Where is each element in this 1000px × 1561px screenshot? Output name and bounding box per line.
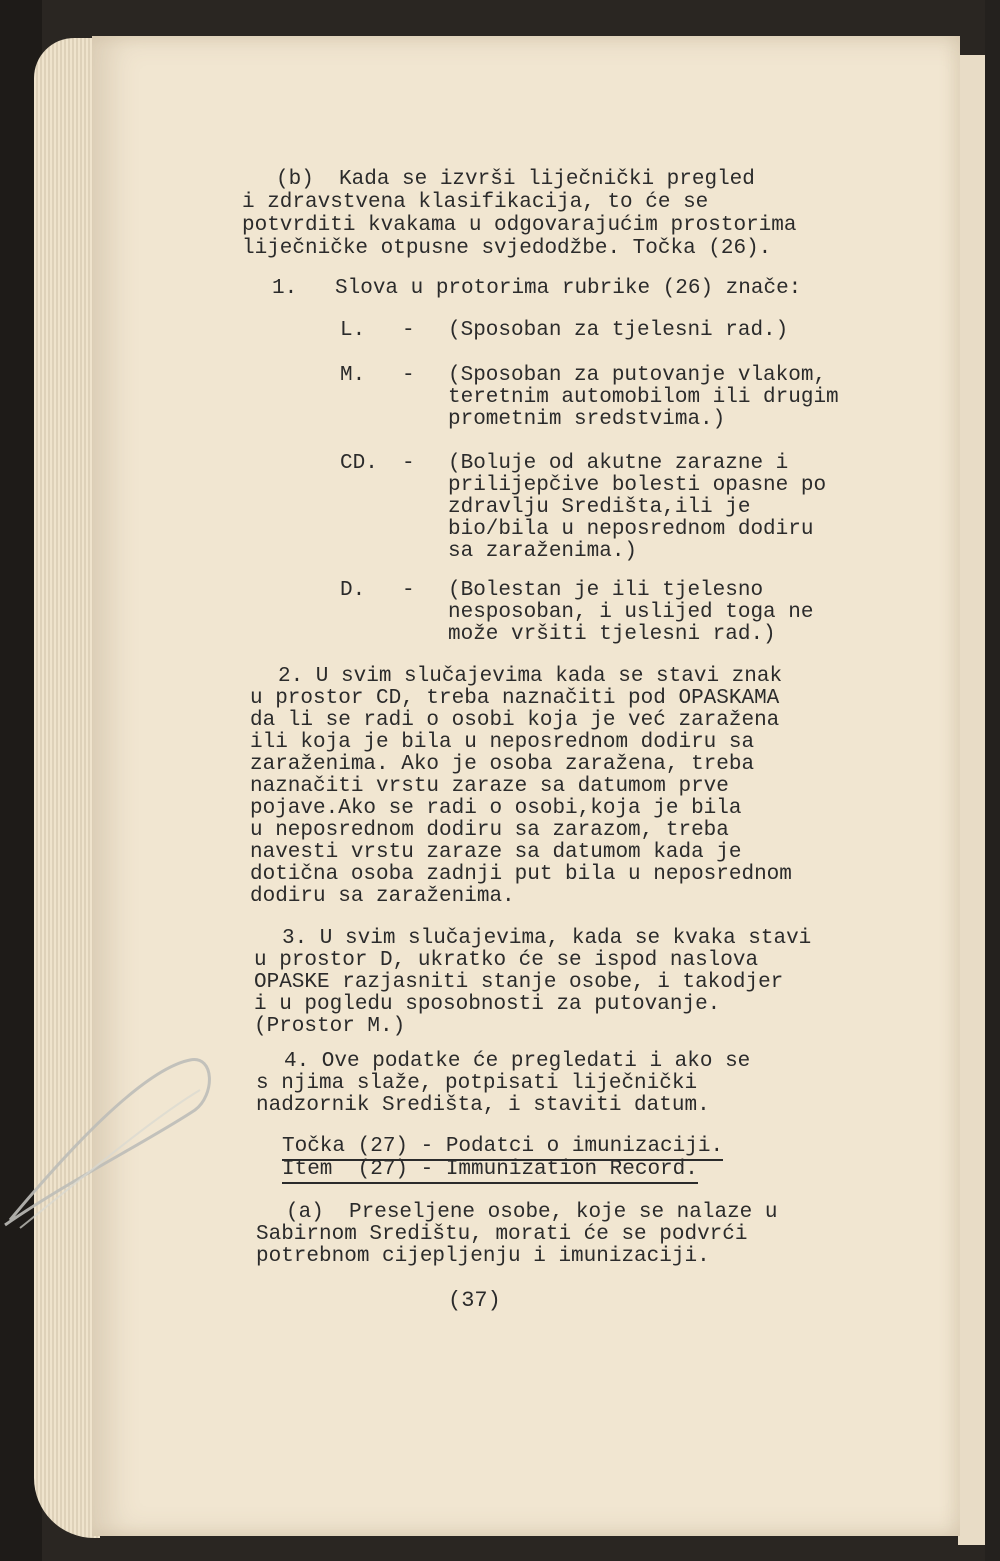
item-3-line: i u pogledu sposobnosti za putovanje. xyxy=(254,993,721,1016)
scan-background-right xyxy=(985,0,1000,1561)
code-description: (Boluje od akutne zarazne i xyxy=(448,452,789,475)
code-description: (Bolestan je ili tjelesno xyxy=(448,579,764,602)
document-page xyxy=(92,36,960,1536)
heading-croatian: Točka (27) - Podatci o imunizaciji. xyxy=(282,1136,723,1161)
code-description: (Sposoban za putovanje vlakom, xyxy=(448,364,827,387)
item-4-line: nadzornik Središta, i staviti datum. xyxy=(256,1094,710,1117)
paperclip-image xyxy=(0,1050,215,1240)
paragraph-b-line: potvrditi kvakama u odgovarajućim prostorima xyxy=(242,214,797,237)
code-letter: M. xyxy=(340,364,366,387)
item-4-line: 4. Ove podatke će pregledati i ako se xyxy=(284,1050,751,1073)
paragraph-a-line: Sabirnom Središtu, morati će se podvrći xyxy=(256,1223,748,1246)
code-description: nesposoban, i uslijed toga ne xyxy=(448,601,814,624)
code-letter: L. xyxy=(340,319,366,342)
item-2-line: dotična osoba zadnji put bila u neposrednom xyxy=(250,863,792,886)
code-description: teretnim automobilom ili drugim xyxy=(448,386,839,409)
item-2-line: da li se radi o osobi koja je već zaražena xyxy=(250,709,780,732)
code-description: može vršiti tjelesni rad.) xyxy=(448,623,776,646)
paragraph-b-line: (b) Kada se izvrši liječnički pregled xyxy=(276,168,755,191)
item-2-line: naznačiti vrstu zaraze sa datumom prve xyxy=(250,775,729,798)
code-description: bio/bila u neposrednom dodiru xyxy=(448,518,814,541)
page-number: (37) xyxy=(448,1288,501,1313)
item-2-line: zaraženima. Ako je osoba zaražena, treba xyxy=(250,753,755,776)
item-3-line: 3. U svim slučajevima, kada se kvaka stavi xyxy=(282,927,812,950)
paragraph-b-line: i zdravstvena klasifikacija, to će se xyxy=(242,191,709,214)
item-2-line: dodiru sa zaraženima. xyxy=(250,885,515,908)
item-4-line: s njima slaže, potpisati liječnički xyxy=(256,1072,698,1095)
item-3-line: u prostor D, ukratko će se ispod naslova xyxy=(254,949,759,972)
code-dash: - xyxy=(402,452,415,475)
paragraph-b-line: liječničke otpusne svjedodžbe. Točka (26). xyxy=(242,237,772,260)
item-2-line: u prostor CD, treba naznačiti pod OPASKAMA xyxy=(250,687,780,710)
code-dash: - xyxy=(402,579,415,602)
item-3-line: (Prostor M.) xyxy=(254,1015,406,1038)
code-description: (Sposoban za tjelesni rad.) xyxy=(448,319,789,342)
code-letter: D. xyxy=(340,579,366,602)
item-2-line: ili koja je bila u neposrednom dodiru sa xyxy=(250,731,755,754)
item-1-intro: 1. Slova u protorima rubrike (26) znače: xyxy=(272,277,802,300)
paragraph-a-line: potrebnom cijepljenju i imunizaciji. xyxy=(256,1245,710,1268)
code-description: prilijepčive bolesti opasne po xyxy=(448,474,827,497)
code-dash: - xyxy=(402,364,415,387)
page-stack-edges xyxy=(34,38,100,1538)
code-description: prometnim sredstvima.) xyxy=(448,408,726,431)
item-3-line: OPASKE razjasniti stanje osobe, i takodjer xyxy=(254,971,784,994)
heading-english: Item (27) - Immunization Record. xyxy=(282,1159,698,1184)
item-2-line: pojave.Ako se radi o osobi,koja je bila xyxy=(250,797,742,820)
item-2-line: navesti vrstu zaraze sa datumom kada je xyxy=(250,841,742,864)
item-2-line: u neposrednom dodiru sa zarazom, treba xyxy=(250,819,729,842)
code-description: zdravlju Središta,ili je xyxy=(448,496,751,519)
item-2-line: 2. U svim slučajevima kada se stavi znak xyxy=(278,665,783,688)
code-letter: CD. xyxy=(340,452,378,475)
code-description: sa zaraženima.) xyxy=(448,540,638,563)
code-dash: - xyxy=(402,319,415,342)
paragraph-a-line: (a) Preseljene osobe, koje se nalaze u xyxy=(286,1201,778,1224)
